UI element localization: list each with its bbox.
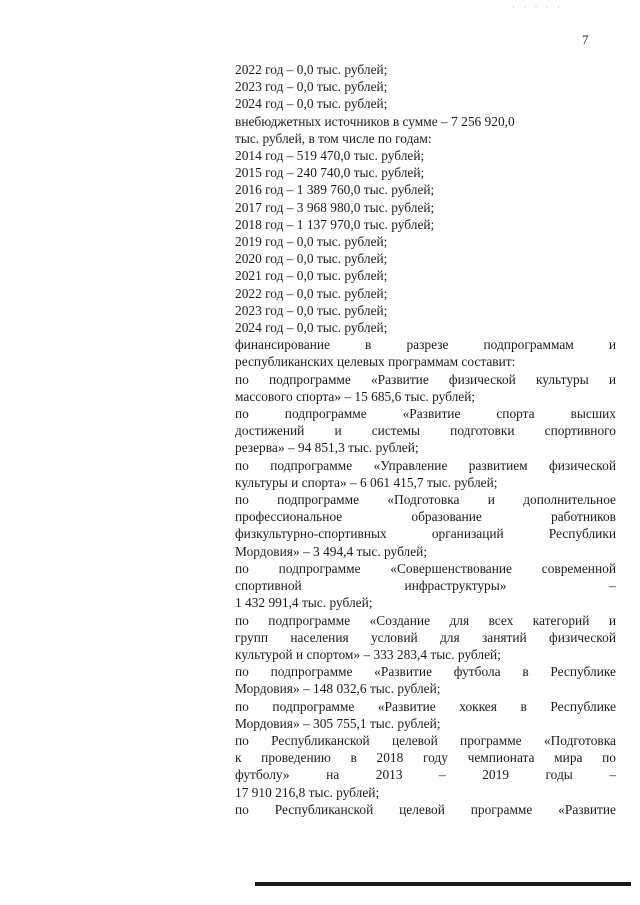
text-line: Мордовия» – 3 494,4 тыс. рублей;: [235, 543, 428, 559]
text-line: по подпрограмме «Управление развитием физической: [235, 457, 616, 473]
text-line: 17 910 216,8 тыс. рублей;: [235, 784, 380, 800]
text-line: достижений и системы подготовки спортивного: [235, 423, 616, 439]
text-line: по подпрограмме «Развитие хоккея в Республике: [235, 698, 616, 714]
text-line: финансирование в разрезе подпрограммам и: [235, 337, 616, 353]
text-line: 2017 год – 3 968 980,0 тыс. рублей;: [235, 199, 435, 215]
text-line: внебюджетных источников в сумме – 7 256 920,0: [235, 113, 515, 129]
text-line: 2022 год – 0,0 тыс. рублей;: [235, 62, 388, 77]
text-line: физкультурно-спортивных организаций Республики: [235, 526, 616, 542]
text-line: 2022 год – 0,0 тыс. рублей;: [235, 285, 388, 301]
page-number: 7: [582, 32, 589, 47]
text-line: групп населения условий для занятий физической: [235, 629, 616, 645]
text-line: тыс. рублей, в том числе по годам:: [235, 130, 432, 146]
text-line: 2016 год – 1 389 760,0 тыс. рублей;: [235, 182, 435, 198]
text-line: 2023 год – 0,0 тыс. рублей;: [235, 79, 388, 95]
text-line: 2024 год – 0,0 тыс. рублей;: [235, 320, 388, 336]
text-line: 2018 год – 1 137 970,0 тыс. рублей;: [235, 216, 435, 232]
text-line: спортивной инфраструктуры» –: [235, 578, 616, 594]
text-line: 1 432 991,4 тыс. рублей;: [235, 595, 373, 611]
text-line: резерва» – 94 851,3 тыс. рублей;: [235, 440, 419, 456]
text-line: по Республиканской целевой программе «Подготовка: [235, 732, 616, 748]
text-line: 2021 год – 0,0 тыс. рублей;: [235, 268, 388, 284]
text-line: Мордовия» – 305 755,1 тыс. рублей;: [235, 715, 441, 731]
text-line: профессиональное образование работников: [235, 509, 616, 525]
text-line: по Республиканской целевой программе «Развитие: [235, 801, 616, 817]
text-line: 2019 год – 0,0 тыс. рублей;: [235, 234, 388, 250]
text-line: 2023 год – 0,0 тыс. рублей;: [235, 302, 388, 318]
text-line: по подпрограмме «Развитие спорта высших: [235, 406, 616, 422]
text-line: по подпрограмме «Развитие физической культуры и: [235, 371, 616, 387]
text-line: культурой и спортом» – 333 283,4 тыс. рублей;: [235, 646, 501, 662]
text-line: 2024 год – 0,0 тыс. рублей;: [235, 96, 388, 112]
text-line: массового спорта» – 15 685,6 тыс. рублей;: [235, 388, 476, 404]
bottom-scan-edge-line: [255, 882, 631, 886]
text-line: к проведению в 2018 году чемпионата мира по: [235, 750, 616, 766]
text-line: футболу» на 2013 – 2019 годы –: [235, 767, 616, 783]
text-line: по подпрограмме «Подготовка и дополнительное: [235, 492, 616, 508]
text-line: Мордовия» – 148 032,6 тыс. рублей;: [235, 681, 441, 697]
text-line: республиканских целевых программам составит:: [235, 354, 516, 370]
text-line: культуры и спорта» – 6 061 415,7 тыс. рублей;: [235, 474, 498, 490]
text-line: 2014 год – 519 470,0 тыс. рублей;: [235, 148, 425, 164]
document-text-column: [235, 61, 616, 818]
text-line: по подпрограмме «Совершенствование современной: [235, 560, 616, 576]
scan-artifact-dots: · · · · ·: [512, 2, 563, 12]
text-line: по подпрограмме «Развитие футбола в Республике: [235, 664, 616, 680]
text-line: 2015 год – 240 740,0 тыс. рублей;: [235, 165, 425, 181]
text-line: 2020 год – 0,0 тыс. рублей;: [235, 251, 388, 267]
text-line: по подпрограмме «Создание для всех категорий и: [235, 612, 616, 628]
